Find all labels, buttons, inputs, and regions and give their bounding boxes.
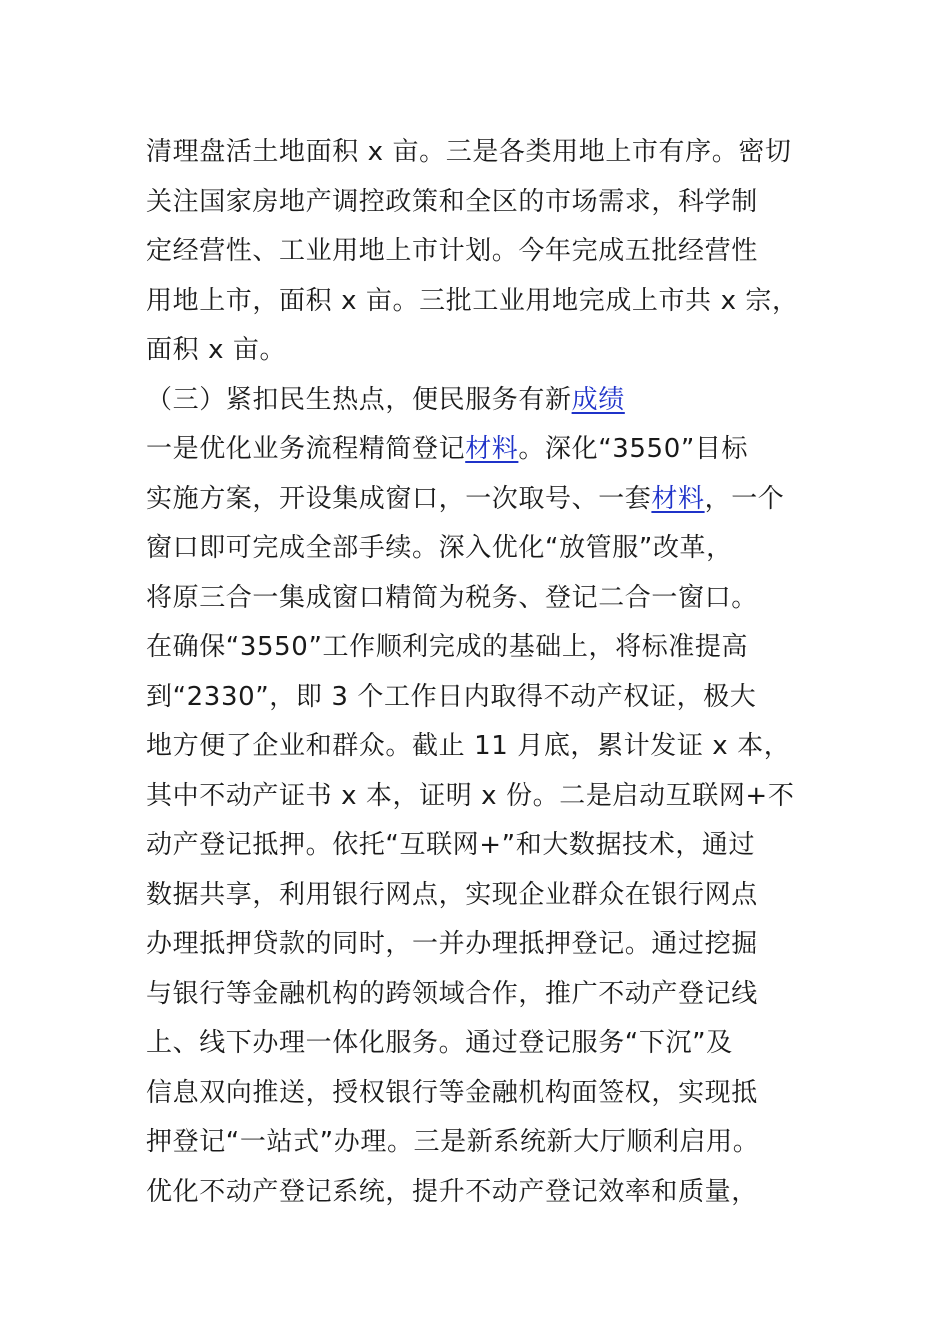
text-segment: 信息双向推送，授权银行等金融机构面签权，实现抵 <box>146 1077 758 1108</box>
text-line <box>146 574 826 624</box>
hyperlink[interactable]: 材料 <box>651 483 705 514</box>
text-line <box>146 920 826 970</box>
text-segment: 面积 x 亩。 <box>146 335 287 365</box>
text-segment: 窗口即可完成全部手续。深入优化“放管服”改革， <box>146 533 733 563</box>
text-segment: 一是优化业务流程精简登记 <box>146 434 466 464</box>
text-segment: 地方便了企业和群众。截止 11 月底，累计发证 x 本， <box>146 731 791 761</box>
text-line <box>146 425 826 475</box>
text-line <box>146 128 826 178</box>
text-line <box>146 475 826 525</box>
text-line <box>146 1019 826 1069</box>
text-line <box>146 871 826 921</box>
text-segment: 关注国家房地产调控政策和全区的市场需求，科学制 <box>146 186 758 217</box>
text-segment: 将原三合一集成窗口精简为税务、登记二合一窗口。 <box>146 582 758 613</box>
text-line <box>146 277 826 327</box>
text-segment: 办理抵押贷款的同时，一并办理抵押登记。通过挖掘 <box>146 929 758 959</box>
text-line <box>146 970 826 1020</box>
document-body <box>146 128 826 1217</box>
hyperlink[interactable]: 成绩 <box>571 384 625 415</box>
text-line <box>146 326 826 376</box>
text-line <box>146 673 826 723</box>
text-segment: 清理盘活土地面积 x 亩。三是各类用地上市有序。密切 <box>146 137 792 167</box>
text-line <box>146 772 826 822</box>
text-segment: 与银行等金融机构的跨领域合作，推广不动产登记线 <box>146 978 758 1009</box>
text-segment: 。深化“3550”目标 <box>518 434 749 464</box>
text-line <box>146 722 826 772</box>
text-segment: 押登记“一站式”办理。三是新系统新大厅顺利启用。 <box>146 1127 760 1157</box>
text-segment: 在确保“3550”工作顺利完成的基础上，将标准提高 <box>146 632 749 662</box>
text-line <box>146 821 826 871</box>
text-segment: 其中不动产证书 x 本，证明 x 份。二是启动互联网+不 <box>146 780 795 811</box>
text-segment: 动产登记抵押。依托“互联网+”和大数据技术，通过 <box>146 830 756 860</box>
text-line <box>146 227 826 277</box>
text-line <box>146 524 826 574</box>
text-line <box>146 1118 826 1168</box>
text-segment: （三）紧扣民生热点，便民服务有新 <box>146 384 572 415</box>
text-segment: 实施方案，开设集成窗口，一次取号、一套 <box>146 483 652 514</box>
text-segment: 定经营性、工业用地上市计划。今年完成五批经营性 <box>146 236 758 266</box>
text-line <box>146 178 826 228</box>
text-segment: 用地上市，面积 x 亩。三批工业用地完成上市共 x 宗， <box>146 285 799 316</box>
text-segment: 优化不动产登记系统，提升不动产登记效率和质量， <box>146 1176 758 1207</box>
text-segment: 数据共享，利用银行网点，实现企业群众在银行网点 <box>146 879 758 910</box>
text-line <box>146 623 826 673</box>
text-line <box>146 376 826 426</box>
text-segment: 上、线下办理一体化服务。通过登记服务“下沉”及 <box>146 1028 733 1058</box>
text-line <box>146 1069 826 1119</box>
text-segment: 到“2330”，即 3 个工作日内取得不动产权证，极大 <box>146 681 757 712</box>
text-segment: ，一个 <box>704 483 785 514</box>
hyperlink[interactable]: 材料 <box>465 434 519 464</box>
text-line <box>146 1168 826 1218</box>
